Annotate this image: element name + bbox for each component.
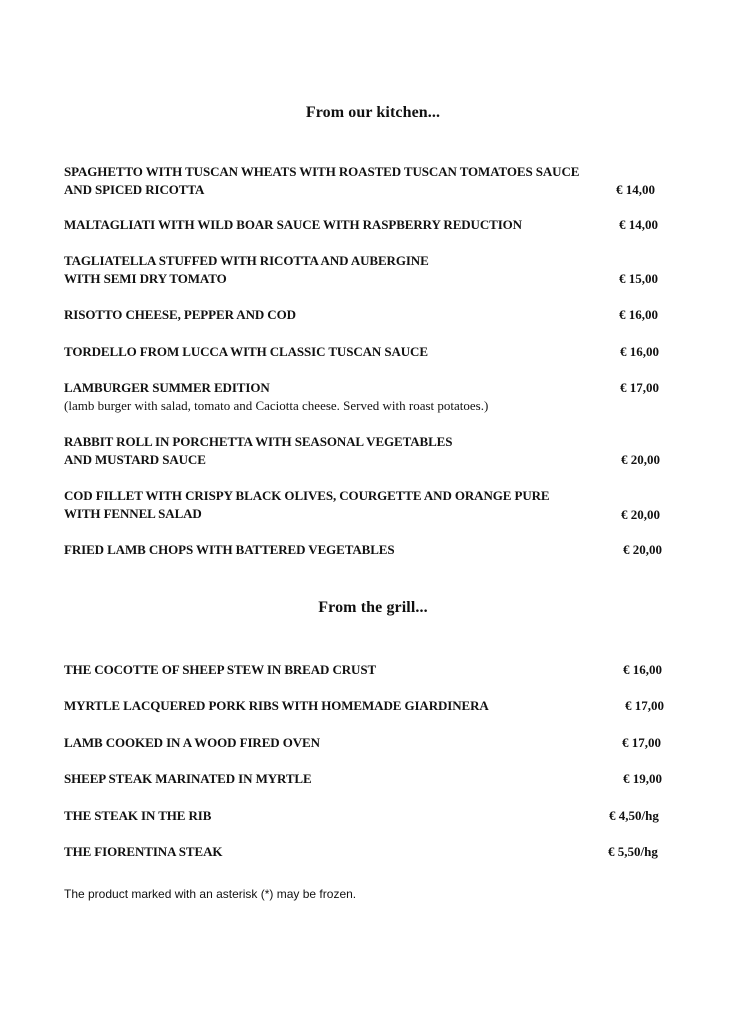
item-name-line: LAMBURGER SUMMER EDITION xyxy=(64,380,270,395)
item-name-line: WITH SEMI DRY TOMATO xyxy=(64,271,227,286)
menu-item-steak-in-rib xyxy=(64,807,684,825)
item-price: € 20,00 xyxy=(621,452,660,467)
menu-item-tagliatella xyxy=(64,252,684,288)
menu-item-risotto xyxy=(64,306,684,324)
item-name-line: TORDELLO FROM LUCCA WITH CLASSIC TUSCAN SAUCE xyxy=(64,344,428,359)
item-price: € 4,50/hg xyxy=(609,808,659,823)
item-price: € 17,00 xyxy=(620,380,659,395)
section-title-grill: From the grill... xyxy=(318,599,428,616)
item-price: € 16,00 xyxy=(619,307,658,322)
menu-item-cocotte xyxy=(64,661,684,679)
item-description: (lamb burger with salad, tomato and Caciotta cheese. Served with roast potatoes.) xyxy=(64,398,489,413)
item-price: € 17,00 xyxy=(622,735,661,750)
item-price: € 14,00 xyxy=(619,217,658,232)
menu-item-spaghetto xyxy=(64,163,684,199)
menu-item-sheep-steak xyxy=(64,770,684,788)
item-name-line: SPAGHETTO WITH TUSCAN WHEATS WITH ROASTED TUSCAN TOMATOES SAUCE xyxy=(64,164,580,179)
item-name-line: SHEEP STEAK MARINATED IN MYRTLE xyxy=(64,771,312,786)
item-name-line: THE COCOTTE OF SHEEP STEW IN BREAD CRUST xyxy=(64,662,377,677)
item-name-line: THE FIORENTINA STEAK xyxy=(64,844,223,859)
menu-item-fried-lamb-chops xyxy=(64,541,684,559)
menu-item-maltagliati xyxy=(64,216,684,234)
menu-item-lamburger xyxy=(64,379,684,415)
item-price: € 19,00 xyxy=(623,771,662,786)
item-price: € 20,00 xyxy=(623,542,662,557)
item-name-line: RABBIT ROLL IN PORCHETTA WITH SEASONAL VEGETABLES xyxy=(64,434,453,449)
menu-item-lamb-wood-oven xyxy=(64,734,684,752)
item-name-line: AND SPICED RICOTTA xyxy=(64,182,205,197)
item-price: € 16,00 xyxy=(623,662,662,677)
item-name-line: THE STEAK IN THE RIB xyxy=(64,808,212,823)
item-name-line: COD FILLET WITH CRISPY BLACK OLIVES, COURGETTE AND ORANGE PURE xyxy=(64,488,550,503)
menu-item-rabbit-roll xyxy=(64,433,684,469)
menu-item-cod-fillet xyxy=(64,487,684,523)
item-name-line: FRIED LAMB CHOPS WITH BATTERED VEGETABLES xyxy=(64,542,395,557)
frozen-product-note: The product marked with an asterisk (*) may be frozen. xyxy=(64,887,357,901)
item-price: € 14,00 xyxy=(616,182,655,197)
item-name-line: AND MUSTARD SAUCE xyxy=(64,452,206,467)
item-price: € 17,00 xyxy=(625,698,664,713)
item-price: € 16,00 xyxy=(620,344,659,359)
item-name-line: MYRTLE LACQUERED PORK RIBS WITH HOMEMADE GIARDINERA xyxy=(64,698,489,713)
item-name-line: LAMB COOKED IN A WOOD FIRED OVEN xyxy=(64,735,320,750)
item-price: € 5,50/hg xyxy=(608,844,658,859)
menu-item-pork-ribs xyxy=(64,697,684,715)
section-title-kitchen: From our kitchen... xyxy=(305,104,441,121)
menu-item-tordello xyxy=(64,343,684,361)
item-name-line: TAGLIATELLA STUFFED WITH RICOTTA AND AUBERGINE xyxy=(64,253,429,268)
item-name-line: MALTAGLIATI WITH WILD BOAR SAUCE WITH RASPBERRY REDUCTION xyxy=(64,217,522,232)
item-name-line: RISOTTO CHEESE, PEPPER AND COD xyxy=(64,307,296,322)
menu-item-fiorentina xyxy=(64,843,684,861)
item-price: € 20,00 xyxy=(621,507,660,522)
item-name-line: WITH FENNEL SALAD xyxy=(64,506,202,521)
item-price: € 15,00 xyxy=(619,271,658,286)
